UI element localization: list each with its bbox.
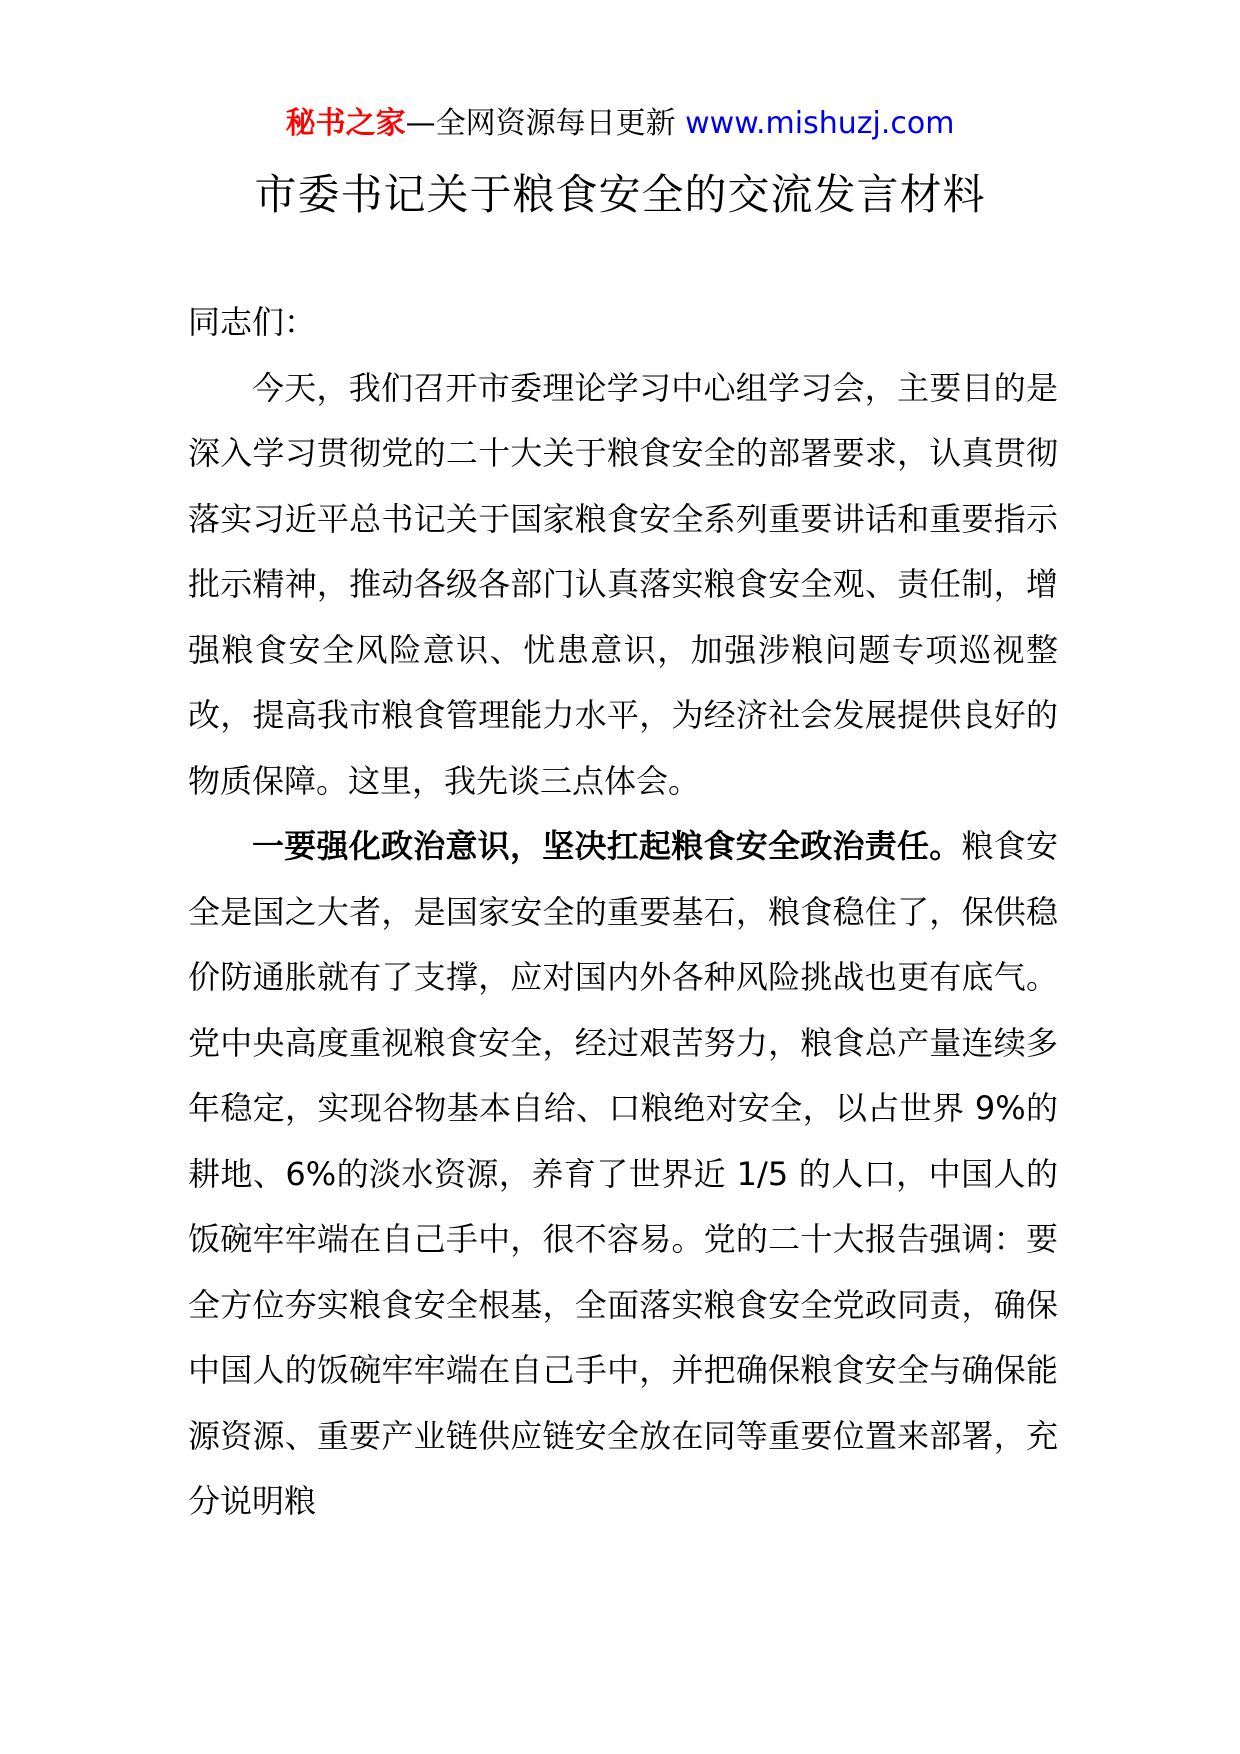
brand-name: 秘书之家	[285, 106, 406, 141]
paragraph-intro-text: 今天，我们召开市委理论学习中心组学习会，主要目的是深入学习贯彻党的二十大关于粮食安全的部署要求，认真贯彻落实习近平总书记关于国家粮食安全系列重要讲话和重要指示批示精神，推动各级各部门认真落实粮食安全观、责任制，增强粮食安全风险意识、忧患意识，加强涉粮问题专项巡视整改，提高我市粮食管理能力水平，为经济社会发展提供良好的物质保障。这里，我先谈三点体会。	[188, 368, 1058, 800]
document-body	[188, 290, 1058, 1535]
document-title: 市委书记关于粮食安全的交流发言材料	[254, 170, 986, 219]
salutation: 同志们：	[188, 303, 317, 341]
paragraph-point-one-heading: 一要强化政治意识，坚决扛起粮食安全政治责任。	[252, 827, 962, 865]
paragraph-point-one-text: 粮食安全是国之大者，是国家安全的重要基石，粮食稳住了，保供稳价防通胀就有了支撑，应对国内外各种风险挑战也更有底气。党中央高度重视粮食安全，经过艰苦努力，粮食总产量连续多年稳定，实现谷物基本自给、口粮绝对安全，以占世界 9%的耕地、6%的淡水资源，养育了世界近 1/5 的人口，中国人的饭碗牢牢端在自己手中，很不容易。党的二十大报告强调：要全方位夯实粮食安全根基，全面落实粮食安全党政同责，确保中国人的饭碗牢牢端在自己手中，并把确保粮食安全与确保能源资源、重要产业链供应链安全放在同等重要位置来部署，充分说明粮	[188, 827, 1058, 1520]
paragraph-intro	[188, 356, 1058, 815]
site-header	[0, 100, 1240, 148]
header-tagline: —全网资源每日更新	[405, 106, 686, 141]
site-url-link[interactable]: www.mishuzj.com	[685, 106, 955, 141]
paragraph-point-one	[188, 814, 1058, 1535]
